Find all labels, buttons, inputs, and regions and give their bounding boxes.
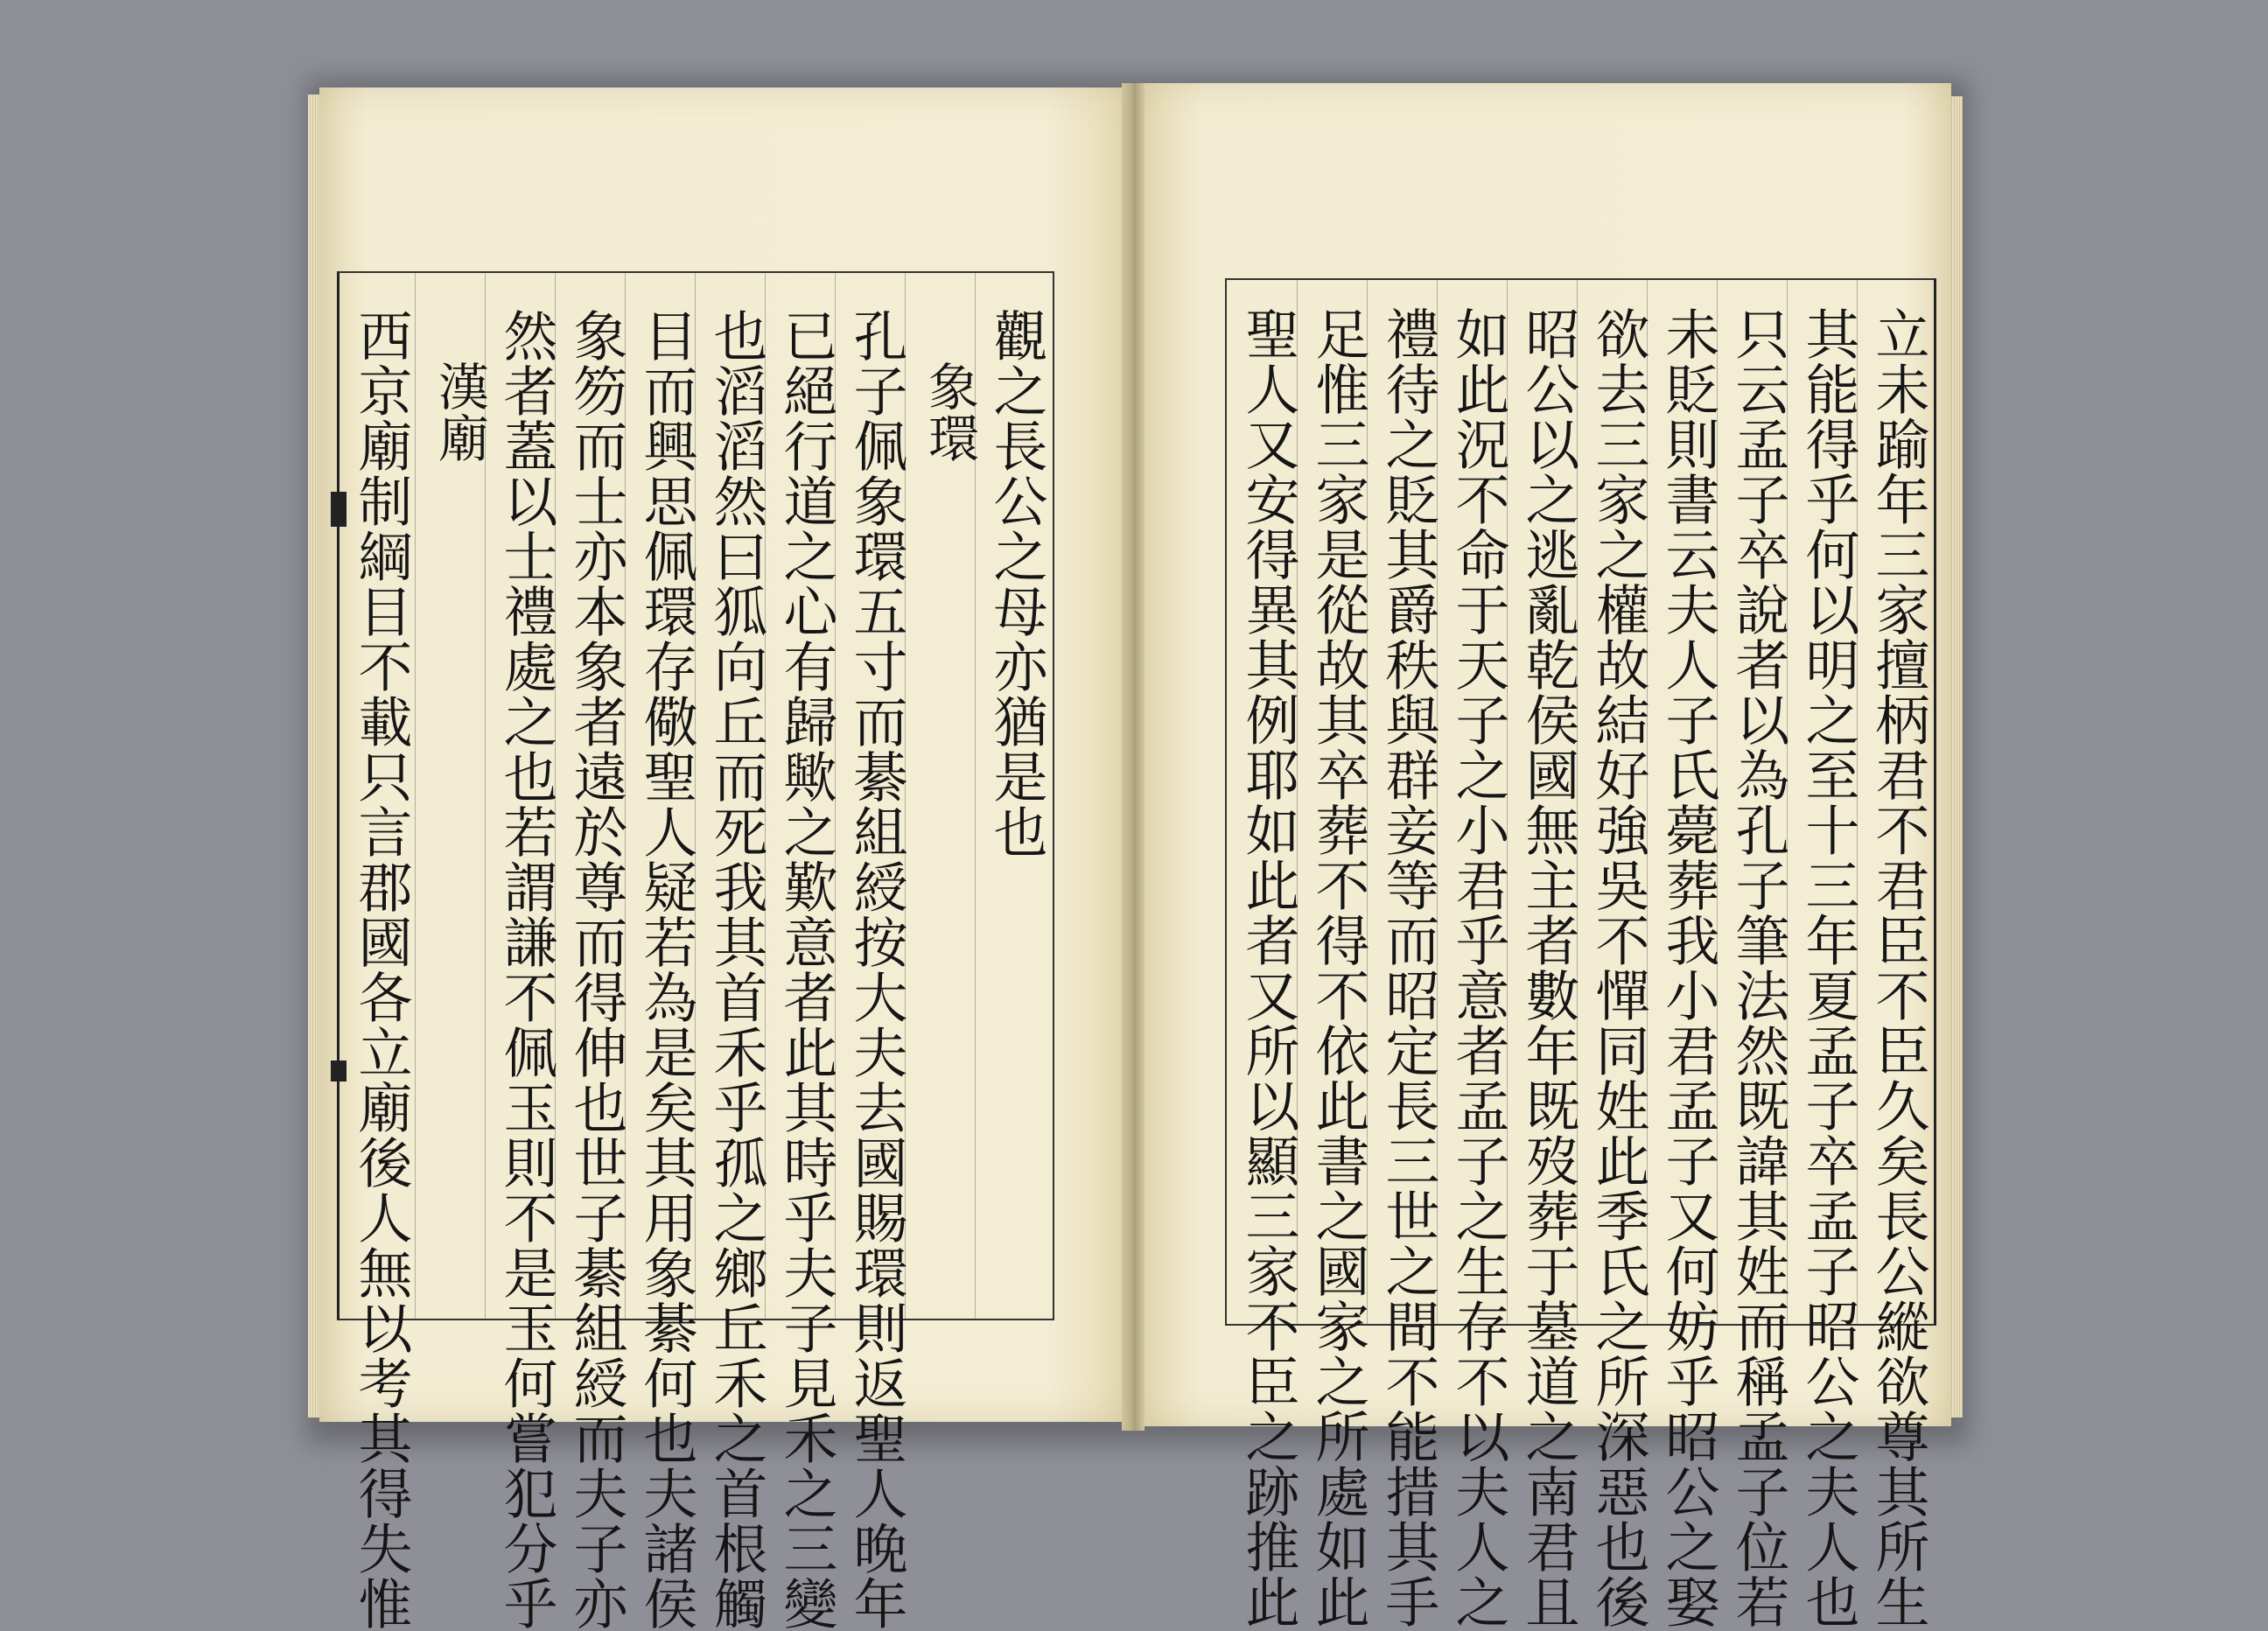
text-column-7: 如此況不命于天子之小君乎意者孟子之生存不以夫人之 (1446, 306, 1510, 1629)
text-column-5: 欲去三家之權故結好強吳不憚同姓此季氏之所深惡也後 (1586, 306, 1650, 1629)
text-column-2: 其能得乎何以明之至十三年夏孟子卒孟子昭公之夫人也 (1796, 306, 1860, 1629)
fishtail-mark (331, 492, 346, 527)
section-heading-xianghuan: 象環 (920, 360, 979, 464)
text-column-5: 也滔滔然曰狐向丘而死我其首禾乎孤之鄉丘禾之首根觸 (704, 308, 768, 1631)
text-column-6: 目而興思佩環存儆聖人疑若為是矣其用象綦何也夫諸侯 (634, 308, 698, 1631)
text-column-1: 觀之長公之母亦猶是也 (984, 308, 1048, 859)
text-column-8: 禮待之貶其爵秩與群妾等而昭定長三世之間不能措其手 (1376, 306, 1440, 1629)
right-text-frame (1225, 278, 1936, 1629)
text-column-10: 聖人又安得異其例耶如此者又所以顯三家不臣之跡推此 (1236, 306, 1300, 1629)
text-column-4: 已絕行道之心有歸歟之歎意者此其時乎夫子見禾之三變 (774, 308, 838, 1631)
text-column-7: 象笏而士亦本象者遠於尊而得伸也世子綦組綬而夫子亦 (564, 308, 628, 1631)
column-rule (415, 273, 416, 1319)
text-column-9: 足惟三家是從故其卒葬不得不依此書之國家之所處如此 (1306, 306, 1370, 1629)
text-column-4: 未貶則書云夫人子氏薨葬我小君孟子又何妨乎昭公之娶 (1656, 306, 1720, 1629)
text-column-8: 然者蓋以士禮處之也若謂謙不佩玉則不是玉何嘗犯分乎 (494, 308, 558, 1631)
fishtail-mark (331, 1060, 346, 1082)
left-text-frame (337, 271, 1054, 1631)
text-column-1: 立未踰年三家擅柄君不君臣不臣久矣長公縱欲尊其所生 (1866, 306, 1930, 1629)
text-column-6: 昭公以之逃亂乾侯國無主者數年既歿葬于墓道之南君且 (1516, 306, 1580, 1629)
text-column-3: 孔子佩象環五寸而綦組綬按大夫去國賜環則返聖人晚年 (844, 308, 908, 1631)
section-heading-hanmiao: 漢廟 (430, 360, 489, 464)
text-column-10: 西京廟制綱目不載只言郡國各立廟後人無以考其得失惟 (349, 308, 413, 1631)
book-gutter (1122, 83, 1144, 1431)
text-column-3: 只云孟子卒說者以為孔子筆法然既諱其姓而稱孟子位若 (1726, 306, 1790, 1629)
